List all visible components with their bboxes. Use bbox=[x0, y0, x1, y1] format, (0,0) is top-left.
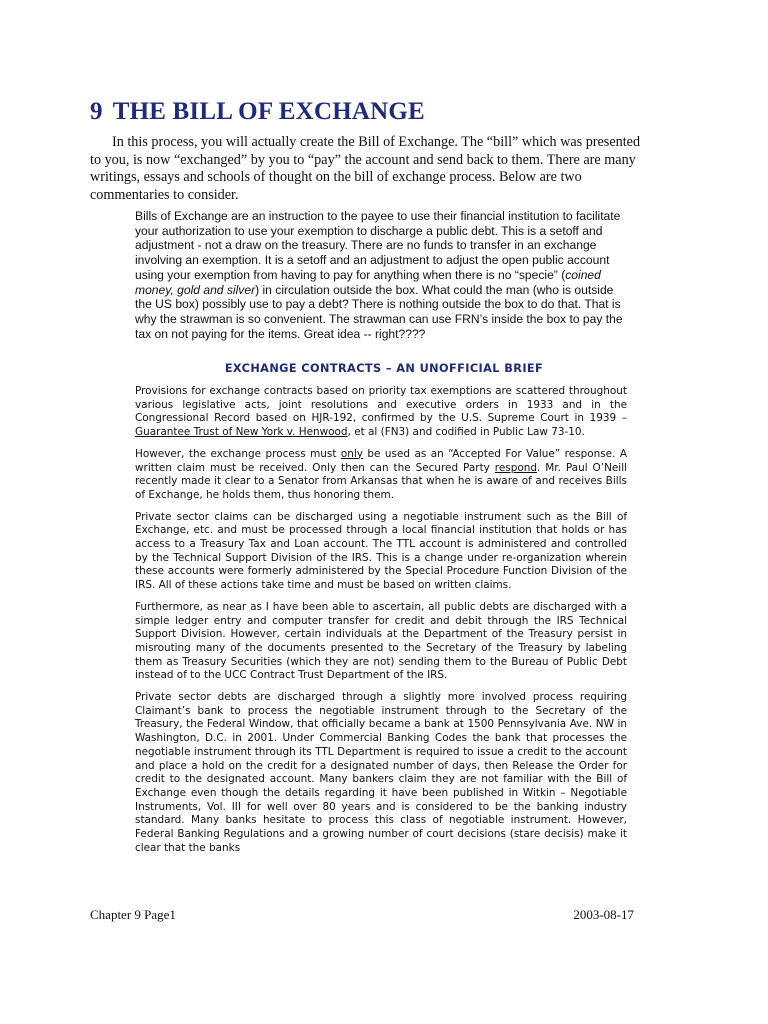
intro-paragraph: In this process, you will actually create the Bill of Exchange. The “bill” which was presented to you, is now “exchanged” by you to “pay” the account and send back to them. There are many writings, essays and schools of thought on the bill of exchange process. Below are two commentaries to consider. bbox=[90, 134, 641, 203]
quote-text-1: Bills of Exchange are an instruction to the payee to use their financial institution to facilitate your authorization to use your exemption to discharge a public debt. This is a setoff and adjustment - not a draw on the treasury. There are no funds to transfer in an exchange involving an exemption. It is a setoff and an adjustment to adjust the open public account using your exemption from having to pay for anything when there is no “specie” ( bbox=[135, 209, 621, 282]
brief-paragraph-1 bbox=[135, 385, 627, 440]
brief-paragraph-3: Private sector claims can be discharged using a negotiable instrument such as the Bill of Exchange, etc. and must be processed through a local financial institution that holds or has access to a Treasury Tax and Loan account. The TTL account is administered and controlled by the Technical Support Division of the IRS. This is a change under re-organization wherein these accounts were formerly administered by the Special Procedure Function Division of the IRS. All of these actions take time and must be based on written claims. bbox=[135, 510, 627, 592]
footer-date: 2003-08-17 bbox=[573, 907, 634, 922]
chapter-title-text: THE BILL OF EXCHANGE bbox=[112, 98, 425, 125]
brief-paragraph-2 bbox=[135, 448, 627, 503]
emphasis-only: only bbox=[340, 447, 363, 460]
brief-body bbox=[135, 385, 627, 864]
brief-p1-text-b: , et al (FN3) and codified in Public Law 73-10. bbox=[347, 426, 585, 439]
brief-p2-text-b: be used as an “Accepted For Value” response. A written claim must be received. Only then can the Secured Party bbox=[135, 447, 627, 474]
brief-p2-text-c: . Mr. Paul O’Neill recently made it clear to a Senator from Arkansas that when he is aware of and receives Bills of Exchange, he holds them, thus honoring them. bbox=[135, 461, 628, 501]
quote-text-2: ) in circulation outside the box. What could the man (who is outside the US box) possibly use to pay a debt? There is nothing outside the box to do that. That is why the strawman is so convenient. The strawman can use FRN’s inside the box to pay the tax on not paying for the items. Great idea -- right???? bbox=[135, 282, 623, 341]
chapter-title bbox=[90, 98, 650, 126]
chapter-number: 9 bbox=[90, 98, 103, 125]
quote-italic-text: coined money, gold and silver bbox=[135, 267, 601, 297]
brief-heading: EXCHANGE CONTRACTS – AN UNOFFICIAL BRIEF bbox=[224, 362, 544, 375]
emphasis-respond: respond bbox=[494, 461, 537, 474]
commentary-quote bbox=[135, 209, 625, 341]
brief-p2-text-a: However, the exchange process must bbox=[135, 447, 341, 460]
case-citation: Guarantee Trust of New York v. Henwood bbox=[135, 426, 348, 439]
brief-paragraph-4: Furthermore, as near as I have been able to ascertain, all public debts are discharged with a simple ledger entry and computer transfer for credit and debit through the IRS Technical Support Division. However, certain individuals at the Department of the Treasury persist in misrouting many of the documents presented to the Secretary of the Treasury by labeling them as Treasury Securities (which they are not) sending them to the Bureau of Public Debt instead of to the UCC Contract Trust Department of the IRS. bbox=[135, 600, 627, 682]
brief-p1-text-a: Provisions for exchange contracts based on priority tax exemptions are scattered throughout various legislative acts, joint resolutions and executive orders in 1933 and in the Congressional Record based on HJR-192, confirmed by the U.S. Supreme Court in 1939 – bbox=[135, 385, 627, 425]
brief-paragraph-5: Private sector debts are discharged through a slightly more involved process requiring Claimant’s bank to process the negotiable instrument through to the Secretary of the Treasury, the Federal Window, that officially became a bank at 1500 Pennsylvania Ave. NW in Washington, D.C. in 2001. Under Commercial Banking Codes the bank that processes the negotiable instrument through its TTL Department is required to issue a credit to the account and place a hold on the credit for a designated number of days, then Release the Order for credit to the designated account. Many bankers claim they are not familiar with the Bill of Exchange even though the details regarding it have been published in Witkin – Negotiable Instruments, Vol. III for well over 80 years and is considered to be the banking industry standard. Many banks hesitate to process this class of negotiable instrument. However, Federal Banking Regulations and a growing number of court decisions (stare decisis) make it clear that the banks bbox=[135, 691, 627, 854]
footer-page-label: Chapter 9 Page1 bbox=[90, 907, 176, 922]
